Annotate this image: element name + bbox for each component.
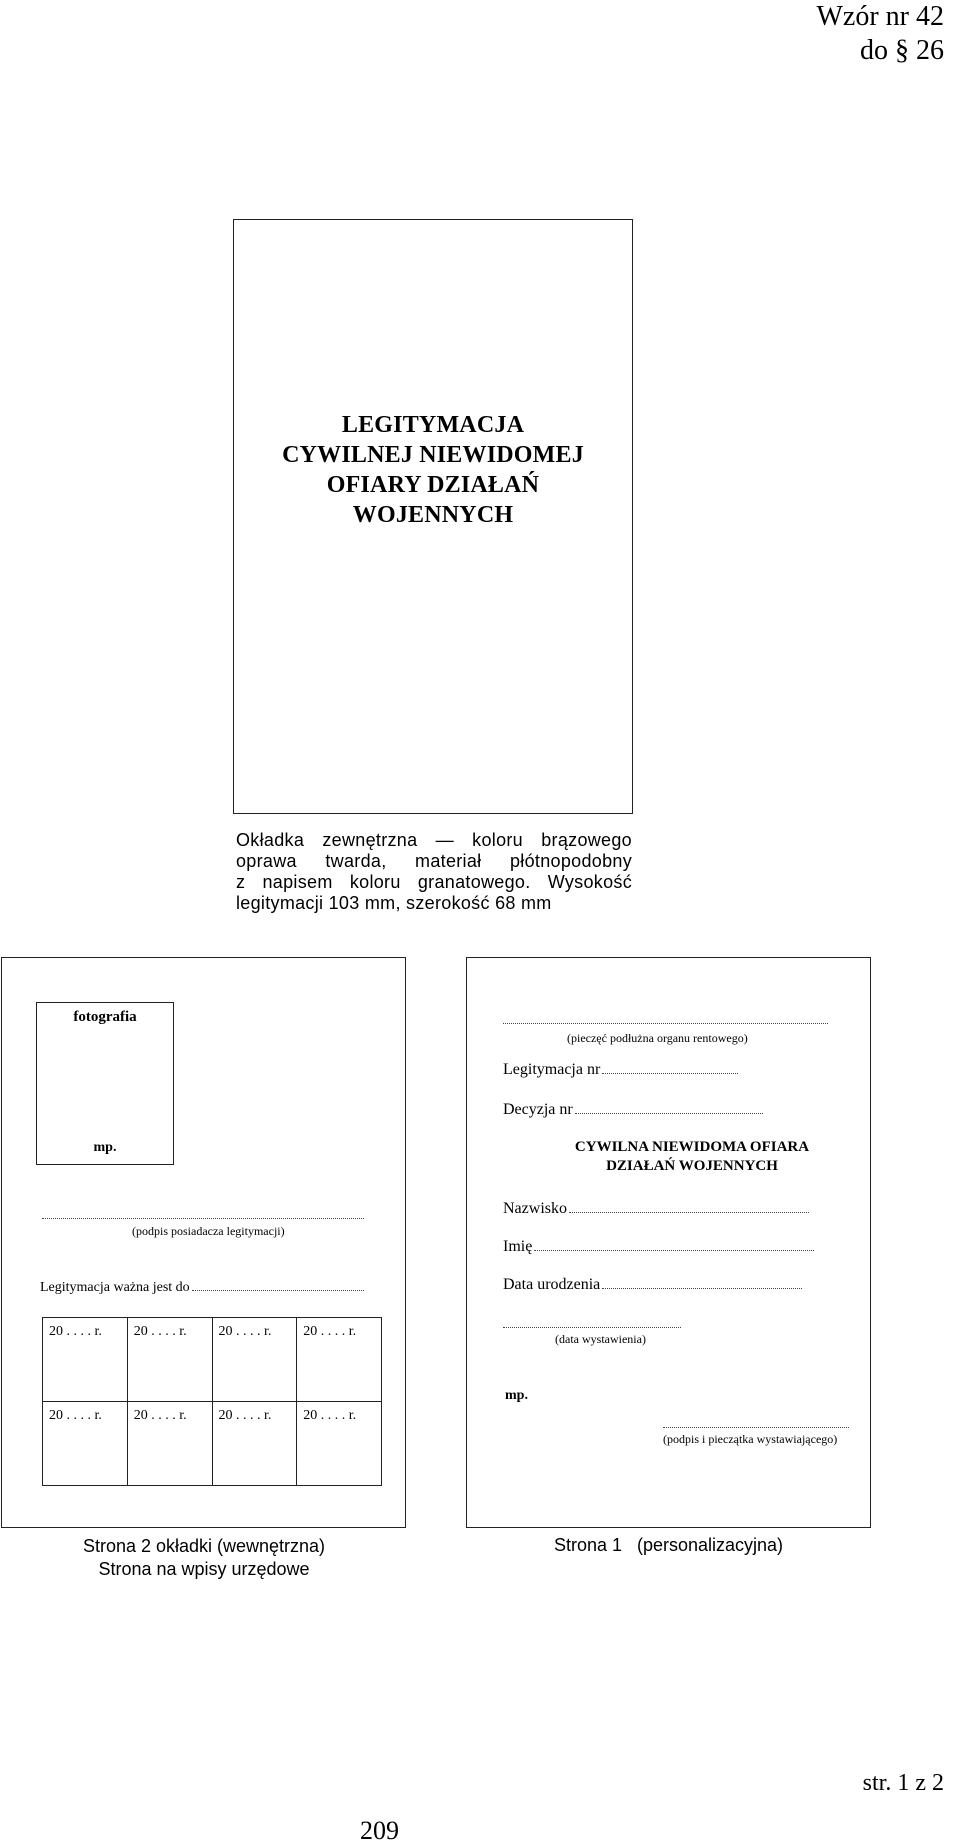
issuer-signature-line <box>663 1427 849 1428</box>
decision-label: Decyzja nr <box>503 1101 573 1118</box>
cover-description <box>236 830 632 914</box>
validity-label-text: Legitymacja ważna jest do <box>40 1280 190 1295</box>
cover-title <box>234 410 632 530</box>
birth-date-dots <box>602 1288 802 1289</box>
birth-date-label: Data urodzenia <box>503 1276 601 1293</box>
personalization-page-caption: Strona 1 (personalizacyjna) <box>553 1535 784 1555</box>
document-header <box>816 0 944 68</box>
personal-title-line: DZIAŁAŃ WOJENNYCH <box>606 1158 778 1174</box>
first-name-label: Imię <box>503 1238 533 1255</box>
cover-title-line: OFIARY DZIAŁAŃ <box>326 472 540 498</box>
photo-label: fotografia <box>73 1009 137 1025</box>
holder-signature-caption: (podpis posiadacza legitymacji) <box>132 1224 285 1238</box>
personalization-page <box>466 957 871 1528</box>
inner-cover-page <box>1 957 406 1528</box>
validity-cell: 20 . . . . r. <box>127 1402 212 1486</box>
decision-dots <box>575 1113 763 1114</box>
personal-title-line: CYWILNA NIEWIDOMA OFIARA <box>574 1139 810 1155</box>
surname-dots <box>569 1212 809 1213</box>
first-name-field <box>503 1238 814 1256</box>
cover-description-line: Okładka zewnętrzna — koloru brązowego <box>236 830 632 850</box>
inner-cover-caption <box>0 1535 408 1581</box>
model-number: Wzór nr 42 <box>816 1 944 32</box>
cover-description-line: oprawa twarda, materiał płótnopodobny <box>236 851 632 871</box>
photo-box <box>36 1002 174 1165</box>
photo-stamp-label: mp. <box>93 1140 117 1155</box>
validity-row <box>43 1318 382 1402</box>
section-reference: do § 26 <box>860 35 944 66</box>
validity-cell: 20 . . . . r. <box>212 1318 297 1402</box>
validity-cell: 20 . . . . r. <box>297 1402 382 1486</box>
first-name-dots <box>534 1250 814 1251</box>
validity-cell: 20 . . . . r. <box>43 1318 128 1402</box>
id-number-label: Legitymacja nr <box>503 1061 601 1078</box>
personal-stamp-label: mp. <box>505 1388 528 1403</box>
validity-cell: 20 . . . . r. <box>297 1318 382 1402</box>
decision-field <box>503 1101 763 1119</box>
id-number-dots <box>602 1073 738 1074</box>
cover-description-line: legitymacji 103 mm, szerokość 68 mm <box>236 893 552 913</box>
validity-row <box>43 1402 382 1486</box>
validity-dots <box>192 1290 364 1291</box>
personal-page-title <box>527 1138 857 1176</box>
cover-title-line: WOJENNYCH <box>352 502 514 528</box>
authority-stamp-line <box>503 1023 828 1024</box>
issue-date-line <box>503 1327 681 1328</box>
birth-date-field <box>503 1276 802 1294</box>
validity-cell: 20 . . . . r. <box>127 1318 212 1402</box>
authority-stamp-caption: (pieczęć podłużna organu rentowego) <box>567 1031 748 1045</box>
outer-cover <box>233 219 633 814</box>
page-counter: str. 1 z 2 <box>862 1770 944 1796</box>
cover-title-line: LEGITYMACJA <box>341 412 525 438</box>
page-number: 209 <box>360 1816 399 1845</box>
validity-cell: 20 . . . . r. <box>212 1402 297 1486</box>
cover-description-line: z napisem koloru granatowego. Wysokość <box>236 872 632 892</box>
id-number-field <box>503 1061 738 1079</box>
cover-title-line: CYWILNEJ NIEWIDOMEJ <box>282 442 584 468</box>
validity-cell: 20 . . . . r. <box>43 1402 128 1486</box>
inner-cover-caption-line: Strona na wpisy urzędowe <box>98 1559 310 1579</box>
issuer-signature-caption: (podpis i pieczątka wystawiającego) <box>663 1432 838 1446</box>
surname-field <box>503 1200 809 1218</box>
validity-label <box>40 1280 364 1296</box>
inner-cover-caption-line: Strona 2 okładki (wewnętrzna) <box>82 1536 326 1556</box>
surname-label: Nazwisko <box>503 1200 567 1217</box>
validity-grid <box>42 1317 382 1486</box>
issue-date-caption: (data wystawienia) <box>555 1332 646 1346</box>
holder-signature-line <box>42 1218 364 1219</box>
